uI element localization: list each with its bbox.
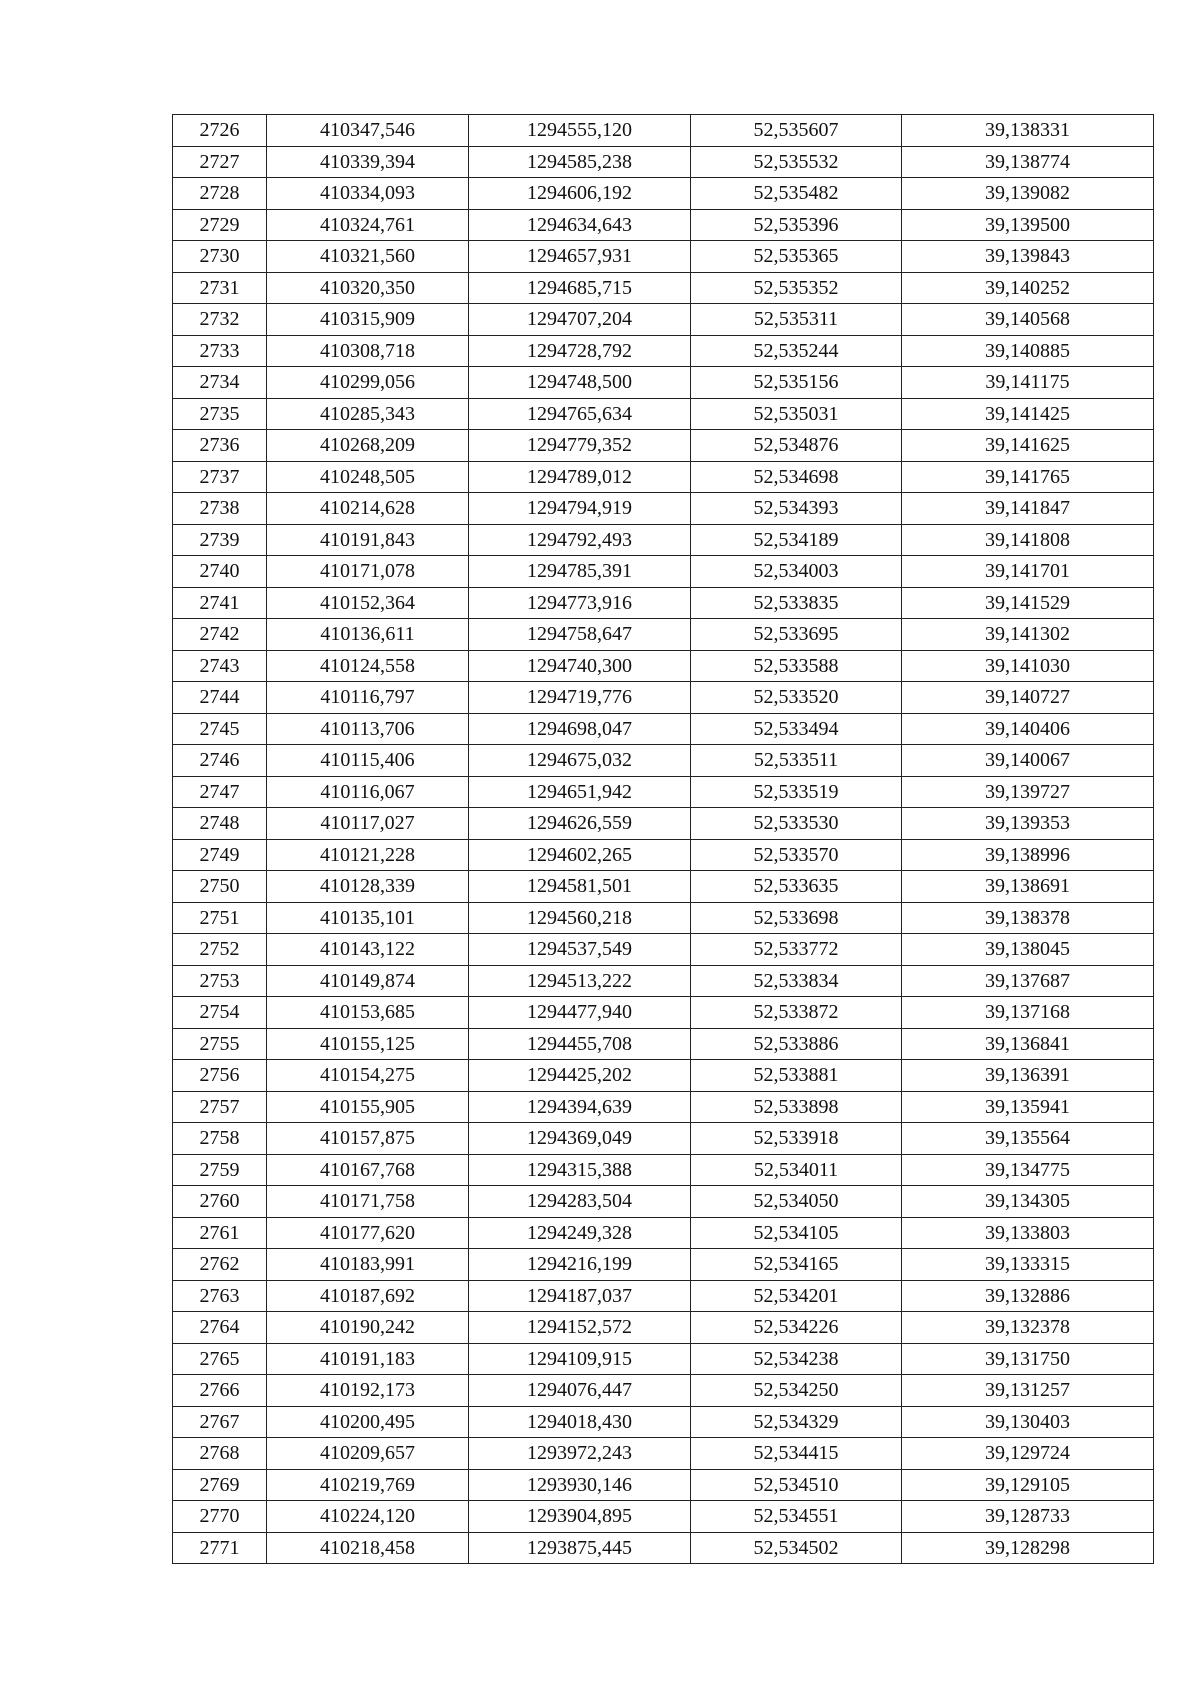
table-row bbox=[173, 871, 1154, 903]
y-coordinate-cell: 1294425,202 bbox=[469, 1060, 691, 1092]
point-number-cell: 2758 bbox=[173, 1123, 267, 1155]
y-coordinate-cell: 1294315,388 bbox=[469, 1154, 691, 1186]
y-coordinate-cell: 1294560,218 bbox=[469, 902, 691, 934]
x-coordinate-cell: 410268,209 bbox=[267, 430, 469, 462]
point-number-cell: 2744 bbox=[173, 682, 267, 714]
longitude-cell: 39,132886 bbox=[902, 1280, 1154, 1312]
latitude-cell: 52,533698 bbox=[691, 902, 902, 934]
longitude-cell: 39,138378 bbox=[902, 902, 1154, 934]
latitude-cell: 52,535352 bbox=[691, 272, 902, 304]
y-coordinate-cell: 1294794,919 bbox=[469, 493, 691, 525]
x-coordinate-cell: 410209,657 bbox=[267, 1438, 469, 1470]
table-row bbox=[173, 304, 1154, 336]
point-number-cell: 2737 bbox=[173, 461, 267, 493]
latitude-cell: 52,534105 bbox=[691, 1217, 902, 1249]
x-coordinate-cell: 410218,458 bbox=[267, 1532, 469, 1564]
point-number-cell: 2761 bbox=[173, 1217, 267, 1249]
table-row bbox=[173, 1060, 1154, 1092]
table-row bbox=[173, 146, 1154, 178]
longitude-cell: 39,136841 bbox=[902, 1028, 1154, 1060]
point-number-cell: 2727 bbox=[173, 146, 267, 178]
point-number-cell: 2749 bbox=[173, 839, 267, 871]
x-coordinate-cell: 410183,991 bbox=[267, 1249, 469, 1281]
table-row bbox=[173, 1249, 1154, 1281]
point-number-cell: 2729 bbox=[173, 209, 267, 241]
table-row bbox=[173, 1312, 1154, 1344]
table-row bbox=[173, 461, 1154, 493]
x-coordinate-cell: 410308,718 bbox=[267, 335, 469, 367]
latitude-cell: 52,533872 bbox=[691, 997, 902, 1029]
y-coordinate-cell: 1294792,493 bbox=[469, 524, 691, 556]
latitude-cell: 52,533918 bbox=[691, 1123, 902, 1155]
table-row bbox=[173, 1501, 1154, 1533]
y-coordinate-cell: 1294606,192 bbox=[469, 178, 691, 210]
table-row bbox=[173, 902, 1154, 934]
y-coordinate-cell: 1294585,238 bbox=[469, 146, 691, 178]
longitude-cell: 39,134775 bbox=[902, 1154, 1154, 1186]
latitude-cell: 52,534050 bbox=[691, 1186, 902, 1218]
latitude-cell: 52,535607 bbox=[691, 115, 902, 147]
y-coordinate-cell: 1294602,265 bbox=[469, 839, 691, 871]
latitude-cell: 52,533886 bbox=[691, 1028, 902, 1060]
longitude-cell: 39,139843 bbox=[902, 241, 1154, 273]
latitude-cell: 52,535482 bbox=[691, 178, 902, 210]
table-row bbox=[173, 335, 1154, 367]
x-coordinate-cell: 410339,394 bbox=[267, 146, 469, 178]
x-coordinate-cell: 410285,343 bbox=[267, 398, 469, 430]
x-coordinate-cell: 410190,242 bbox=[267, 1312, 469, 1344]
longitude-cell: 39,141701 bbox=[902, 556, 1154, 588]
y-coordinate-cell: 1293972,243 bbox=[469, 1438, 691, 1470]
x-coordinate-cell: 410321,560 bbox=[267, 241, 469, 273]
y-coordinate-cell: 1294634,643 bbox=[469, 209, 691, 241]
longitude-cell: 39,139727 bbox=[902, 776, 1154, 808]
point-number-cell: 2740 bbox=[173, 556, 267, 588]
longitude-cell: 39,140406 bbox=[902, 713, 1154, 745]
x-coordinate-cell: 410155,905 bbox=[267, 1091, 469, 1123]
longitude-cell: 39,139082 bbox=[902, 178, 1154, 210]
longitude-cell: 39,140885 bbox=[902, 335, 1154, 367]
point-number-cell: 2751 bbox=[173, 902, 267, 934]
latitude-cell: 52,533695 bbox=[691, 619, 902, 651]
latitude-cell: 52,534011 bbox=[691, 1154, 902, 1186]
y-coordinate-cell: 1294018,430 bbox=[469, 1406, 691, 1438]
latitude-cell: 52,535532 bbox=[691, 146, 902, 178]
y-coordinate-cell: 1294626,559 bbox=[469, 808, 691, 840]
y-coordinate-cell: 1294785,391 bbox=[469, 556, 691, 588]
x-coordinate-cell: 410143,122 bbox=[267, 934, 469, 966]
x-coordinate-cell: 410214,628 bbox=[267, 493, 469, 525]
point-number-cell: 2768 bbox=[173, 1438, 267, 1470]
x-coordinate-cell: 410136,611 bbox=[267, 619, 469, 651]
longitude-cell: 39,140067 bbox=[902, 745, 1154, 777]
table-row bbox=[173, 209, 1154, 241]
x-coordinate-cell: 410154,275 bbox=[267, 1060, 469, 1092]
table-row bbox=[173, 745, 1154, 777]
longitude-cell: 39,140727 bbox=[902, 682, 1154, 714]
table-row bbox=[173, 272, 1154, 304]
latitude-cell: 52,533835 bbox=[691, 587, 902, 619]
y-coordinate-cell: 1294477,940 bbox=[469, 997, 691, 1029]
x-coordinate-cell: 410171,758 bbox=[267, 1186, 469, 1218]
longitude-cell: 39,138996 bbox=[902, 839, 1154, 871]
latitude-cell: 52,534250 bbox=[691, 1375, 902, 1407]
latitude-cell: 52,533898 bbox=[691, 1091, 902, 1123]
longitude-cell: 39,141030 bbox=[902, 650, 1154, 682]
latitude-cell: 52,534698 bbox=[691, 461, 902, 493]
y-coordinate-cell: 1294779,352 bbox=[469, 430, 691, 462]
latitude-cell: 52,533772 bbox=[691, 934, 902, 966]
latitude-cell: 52,533494 bbox=[691, 713, 902, 745]
point-number-cell: 2750 bbox=[173, 871, 267, 903]
longitude-cell: 39,137168 bbox=[902, 997, 1154, 1029]
latitude-cell: 52,535244 bbox=[691, 335, 902, 367]
table-row bbox=[173, 997, 1154, 1029]
table-row bbox=[173, 619, 1154, 651]
x-coordinate-cell: 410152,364 bbox=[267, 587, 469, 619]
latitude-cell: 52,534238 bbox=[691, 1343, 902, 1375]
table-row bbox=[173, 524, 1154, 556]
table-row bbox=[173, 1154, 1154, 1186]
table-row bbox=[173, 1469, 1154, 1501]
latitude-cell: 52,534510 bbox=[691, 1469, 902, 1501]
point-number-cell: 2742 bbox=[173, 619, 267, 651]
x-coordinate-cell: 410320,350 bbox=[267, 272, 469, 304]
y-coordinate-cell: 1294555,120 bbox=[469, 115, 691, 147]
table-row bbox=[173, 1028, 1154, 1060]
point-number-cell: 2745 bbox=[173, 713, 267, 745]
latitude-cell: 52,534502 bbox=[691, 1532, 902, 1564]
table-row bbox=[173, 367, 1154, 399]
y-coordinate-cell: 1294748,500 bbox=[469, 367, 691, 399]
latitude-cell: 52,535396 bbox=[691, 209, 902, 241]
point-number-cell: 2735 bbox=[173, 398, 267, 430]
point-number-cell: 2760 bbox=[173, 1186, 267, 1218]
coordinates-table bbox=[172, 114, 1154, 1564]
y-coordinate-cell: 1294728,792 bbox=[469, 335, 691, 367]
y-coordinate-cell: 1294513,222 bbox=[469, 965, 691, 997]
x-coordinate-cell: 410315,909 bbox=[267, 304, 469, 336]
latitude-cell: 52,534165 bbox=[691, 1249, 902, 1281]
longitude-cell: 39,141302 bbox=[902, 619, 1154, 651]
x-coordinate-cell: 410116,797 bbox=[267, 682, 469, 714]
y-coordinate-cell: 1294707,204 bbox=[469, 304, 691, 336]
table-row bbox=[173, 587, 1154, 619]
x-coordinate-cell: 410334,093 bbox=[267, 178, 469, 210]
point-number-cell: 2741 bbox=[173, 587, 267, 619]
longitude-cell: 39,133315 bbox=[902, 1249, 1154, 1281]
x-coordinate-cell: 410149,874 bbox=[267, 965, 469, 997]
table-row bbox=[173, 713, 1154, 745]
table-row bbox=[173, 1280, 1154, 1312]
latitude-cell: 52,534329 bbox=[691, 1406, 902, 1438]
point-number-cell: 2732 bbox=[173, 304, 267, 336]
y-coordinate-cell: 1294249,328 bbox=[469, 1217, 691, 1249]
point-number-cell: 2728 bbox=[173, 178, 267, 210]
y-coordinate-cell: 1294109,915 bbox=[469, 1343, 691, 1375]
table-row bbox=[173, 1217, 1154, 1249]
table-row bbox=[173, 839, 1154, 871]
y-coordinate-cell: 1294369,049 bbox=[469, 1123, 691, 1155]
x-coordinate-cell: 410135,101 bbox=[267, 902, 469, 934]
point-number-cell: 2747 bbox=[173, 776, 267, 808]
point-number-cell: 2736 bbox=[173, 430, 267, 462]
point-number-cell: 2730 bbox=[173, 241, 267, 273]
longitude-cell: 39,141625 bbox=[902, 430, 1154, 462]
x-coordinate-cell: 410177,620 bbox=[267, 1217, 469, 1249]
table-row bbox=[173, 650, 1154, 682]
table-row bbox=[173, 934, 1154, 966]
point-number-cell: 2754 bbox=[173, 997, 267, 1029]
y-coordinate-cell: 1294651,942 bbox=[469, 776, 691, 808]
x-coordinate-cell: 410187,692 bbox=[267, 1280, 469, 1312]
y-coordinate-cell: 1294740,300 bbox=[469, 650, 691, 682]
x-coordinate-cell: 410347,546 bbox=[267, 115, 469, 147]
x-coordinate-cell: 410224,120 bbox=[267, 1501, 469, 1533]
longitude-cell: 39,128733 bbox=[902, 1501, 1154, 1533]
longitude-cell: 39,136391 bbox=[902, 1060, 1154, 1092]
latitude-cell: 52,533588 bbox=[691, 650, 902, 682]
latitude-cell: 52,533881 bbox=[691, 1060, 902, 1092]
table-row bbox=[173, 1532, 1154, 1564]
y-coordinate-cell: 1294152,572 bbox=[469, 1312, 691, 1344]
table-row bbox=[173, 776, 1154, 808]
x-coordinate-cell: 410155,125 bbox=[267, 1028, 469, 1060]
longitude-cell: 39,135564 bbox=[902, 1123, 1154, 1155]
table-row bbox=[173, 682, 1154, 714]
point-number-cell: 2771 bbox=[173, 1532, 267, 1564]
y-coordinate-cell: 1294685,715 bbox=[469, 272, 691, 304]
latitude-cell: 52,534226 bbox=[691, 1312, 902, 1344]
point-number-cell: 2731 bbox=[173, 272, 267, 304]
x-coordinate-cell: 410116,067 bbox=[267, 776, 469, 808]
table-row bbox=[173, 1123, 1154, 1155]
point-number-cell: 2757 bbox=[173, 1091, 267, 1123]
y-coordinate-cell: 1294394,639 bbox=[469, 1091, 691, 1123]
x-coordinate-cell: 410157,875 bbox=[267, 1123, 469, 1155]
coordinates-table-body bbox=[173, 115, 1154, 1564]
x-coordinate-cell: 410167,768 bbox=[267, 1154, 469, 1186]
longitude-cell: 39,139500 bbox=[902, 209, 1154, 241]
y-coordinate-cell: 1293904,895 bbox=[469, 1501, 691, 1533]
table-row bbox=[173, 1406, 1154, 1438]
latitude-cell: 52,534003 bbox=[691, 556, 902, 588]
table-row bbox=[173, 1186, 1154, 1218]
point-number-cell: 2766 bbox=[173, 1375, 267, 1407]
point-number-cell: 2765 bbox=[173, 1343, 267, 1375]
point-number-cell: 2764 bbox=[173, 1312, 267, 1344]
table-row bbox=[173, 1343, 1154, 1375]
x-coordinate-cell: 410219,769 bbox=[267, 1469, 469, 1501]
y-coordinate-cell: 1294698,047 bbox=[469, 713, 691, 745]
longitude-cell: 39,131750 bbox=[902, 1343, 1154, 1375]
longitude-cell: 39,131257 bbox=[902, 1375, 1154, 1407]
y-coordinate-cell: 1293875,445 bbox=[469, 1532, 691, 1564]
y-coordinate-cell: 1294283,504 bbox=[469, 1186, 691, 1218]
table-row bbox=[173, 965, 1154, 997]
table-row bbox=[173, 1375, 1154, 1407]
latitude-cell: 52,535031 bbox=[691, 398, 902, 430]
point-number-cell: 2739 bbox=[173, 524, 267, 556]
x-coordinate-cell: 410324,761 bbox=[267, 209, 469, 241]
x-coordinate-cell: 410248,505 bbox=[267, 461, 469, 493]
table-row bbox=[173, 241, 1154, 273]
y-coordinate-cell: 1294187,037 bbox=[469, 1280, 691, 1312]
latitude-cell: 52,533519 bbox=[691, 776, 902, 808]
table-row bbox=[173, 430, 1154, 462]
table-row bbox=[173, 398, 1154, 430]
longitude-cell: 39,137687 bbox=[902, 965, 1154, 997]
y-coordinate-cell: 1294765,634 bbox=[469, 398, 691, 430]
latitude-cell: 52,533834 bbox=[691, 965, 902, 997]
y-coordinate-cell: 1294216,199 bbox=[469, 1249, 691, 1281]
longitude-cell: 39,138774 bbox=[902, 146, 1154, 178]
table-row bbox=[173, 556, 1154, 588]
point-number-cell: 2733 bbox=[173, 335, 267, 367]
longitude-cell: 39,138691 bbox=[902, 871, 1154, 903]
table-row bbox=[173, 115, 1154, 147]
longitude-cell: 39,139353 bbox=[902, 808, 1154, 840]
longitude-cell: 39,138045 bbox=[902, 934, 1154, 966]
y-coordinate-cell: 1293930,146 bbox=[469, 1469, 691, 1501]
x-coordinate-cell: 410115,406 bbox=[267, 745, 469, 777]
longitude-cell: 39,141765 bbox=[902, 461, 1154, 493]
point-number-cell: 2769 bbox=[173, 1469, 267, 1501]
latitude-cell: 52,535365 bbox=[691, 241, 902, 273]
longitude-cell: 39,129724 bbox=[902, 1438, 1154, 1470]
y-coordinate-cell: 1294758,647 bbox=[469, 619, 691, 651]
latitude-cell: 52,534393 bbox=[691, 493, 902, 525]
x-coordinate-cell: 410113,706 bbox=[267, 713, 469, 745]
x-coordinate-cell: 410171,078 bbox=[267, 556, 469, 588]
latitude-cell: 52,534415 bbox=[691, 1438, 902, 1470]
point-number-cell: 2767 bbox=[173, 1406, 267, 1438]
point-number-cell: 2756 bbox=[173, 1060, 267, 1092]
table-row bbox=[173, 808, 1154, 840]
latitude-cell: 52,533570 bbox=[691, 839, 902, 871]
longitude-cell: 39,135941 bbox=[902, 1091, 1154, 1123]
longitude-cell: 39,129105 bbox=[902, 1469, 1154, 1501]
point-number-cell: 2746 bbox=[173, 745, 267, 777]
y-coordinate-cell: 1294719,776 bbox=[469, 682, 691, 714]
x-coordinate-cell: 410192,173 bbox=[267, 1375, 469, 1407]
latitude-cell: 52,533520 bbox=[691, 682, 902, 714]
latitude-cell: 52,533530 bbox=[691, 808, 902, 840]
y-coordinate-cell: 1294076,447 bbox=[469, 1375, 691, 1407]
latitude-cell: 52,534551 bbox=[691, 1501, 902, 1533]
longitude-cell: 39,141425 bbox=[902, 398, 1154, 430]
point-number-cell: 2734 bbox=[173, 367, 267, 399]
latitude-cell: 52,534201 bbox=[691, 1280, 902, 1312]
latitude-cell: 52,534189 bbox=[691, 524, 902, 556]
point-number-cell: 2726 bbox=[173, 115, 267, 147]
x-coordinate-cell: 410191,843 bbox=[267, 524, 469, 556]
y-coordinate-cell: 1294537,549 bbox=[469, 934, 691, 966]
latitude-cell: 52,534876 bbox=[691, 430, 902, 462]
longitude-cell: 39,141808 bbox=[902, 524, 1154, 556]
table-row bbox=[173, 493, 1154, 525]
x-coordinate-cell: 410299,056 bbox=[267, 367, 469, 399]
y-coordinate-cell: 1294675,032 bbox=[469, 745, 691, 777]
point-number-cell: 2753 bbox=[173, 965, 267, 997]
longitude-cell: 39,141175 bbox=[902, 367, 1154, 399]
x-coordinate-cell: 410128,339 bbox=[267, 871, 469, 903]
latitude-cell: 52,533635 bbox=[691, 871, 902, 903]
longitude-cell: 39,141529 bbox=[902, 587, 1154, 619]
point-number-cell: 2759 bbox=[173, 1154, 267, 1186]
longitude-cell: 39,130403 bbox=[902, 1406, 1154, 1438]
table-row bbox=[173, 1091, 1154, 1123]
point-number-cell: 2770 bbox=[173, 1501, 267, 1533]
point-number-cell: 2763 bbox=[173, 1280, 267, 1312]
x-coordinate-cell: 410191,183 bbox=[267, 1343, 469, 1375]
x-coordinate-cell: 410124,558 bbox=[267, 650, 469, 682]
y-coordinate-cell: 1294581,501 bbox=[469, 871, 691, 903]
x-coordinate-cell: 410117,027 bbox=[267, 808, 469, 840]
point-number-cell: 2762 bbox=[173, 1249, 267, 1281]
y-coordinate-cell: 1294789,012 bbox=[469, 461, 691, 493]
point-number-cell: 2752 bbox=[173, 934, 267, 966]
longitude-cell: 39,140568 bbox=[902, 304, 1154, 336]
longitude-cell: 39,138331 bbox=[902, 115, 1154, 147]
latitude-cell: 52,535156 bbox=[691, 367, 902, 399]
point-number-cell: 2738 bbox=[173, 493, 267, 525]
x-coordinate-cell: 410153,685 bbox=[267, 997, 469, 1029]
x-coordinate-cell: 410121,228 bbox=[267, 839, 469, 871]
longitude-cell: 39,128298 bbox=[902, 1532, 1154, 1564]
y-coordinate-cell: 1294455,708 bbox=[469, 1028, 691, 1060]
point-number-cell: 2748 bbox=[173, 808, 267, 840]
longitude-cell: 39,132378 bbox=[902, 1312, 1154, 1344]
point-number-cell: 2755 bbox=[173, 1028, 267, 1060]
latitude-cell: 52,535311 bbox=[691, 304, 902, 336]
table-row bbox=[173, 1438, 1154, 1470]
longitude-cell: 39,140252 bbox=[902, 272, 1154, 304]
y-coordinate-cell: 1294657,931 bbox=[469, 241, 691, 273]
latitude-cell: 52,533511 bbox=[691, 745, 902, 777]
point-number-cell: 2743 bbox=[173, 650, 267, 682]
y-coordinate-cell: 1294773,916 bbox=[469, 587, 691, 619]
longitude-cell: 39,141847 bbox=[902, 493, 1154, 525]
x-coordinate-cell: 410200,495 bbox=[267, 1406, 469, 1438]
table-row bbox=[173, 178, 1154, 210]
longitude-cell: 39,133803 bbox=[902, 1217, 1154, 1249]
longitude-cell: 39,134305 bbox=[902, 1186, 1154, 1218]
